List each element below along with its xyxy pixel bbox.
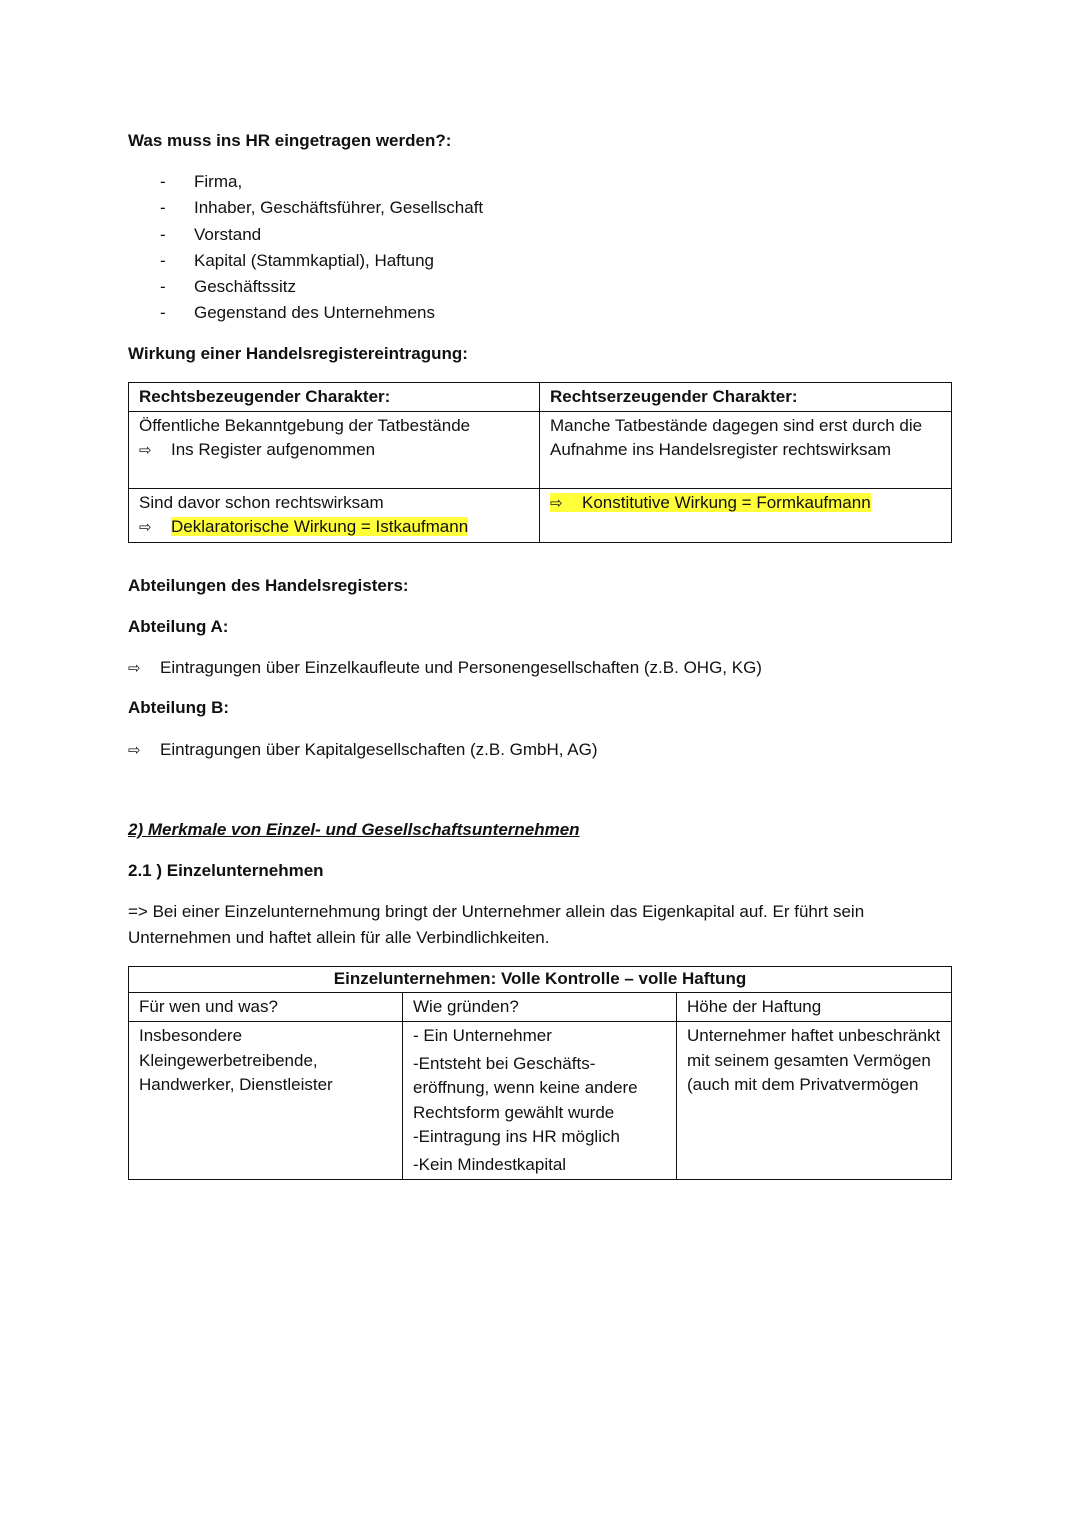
- list-item: - Geschäftssitz: [160, 277, 297, 297]
- arrow-right-icon: ⇨: [128, 742, 141, 759]
- abteilungen-heading: Abteilungen des Handelsregisters:: [128, 576, 409, 595]
- einzel-table: [128, 966, 952, 1180]
- wirkung-table: [128, 382, 952, 543]
- col-header: Wie gründen?: [403, 992, 677, 1022]
- list-item: - Firma,: [160, 172, 243, 191]
- highlighted-arrow: ⇨ Konstitutive Wirkung = Formkaufmann: [550, 493, 871, 512]
- hr-list: [128, 169, 483, 327]
- subsection-title: 2.1 ) Einzelunternehmen: [128, 861, 324, 880]
- abteilung-b-text: ⇨ Eintragungen über Kapitalgesellschaften (z.B. GmbH, AG): [128, 737, 598, 764]
- einzel-table-wrap: [128, 966, 952, 1180]
- right-cell-1: Manche Tatbestände dagegen sind erst durch die Aufnahme ins Handelsregister rechtswirksam: [540, 412, 952, 489]
- highlighted-text: Deklaratorische Wirkung = Istkaufmann: [171, 517, 469, 536]
- col-header: Höhe der Haftung: [677, 992, 952, 1022]
- table-title: Einzelunternehmen: Volle Kontrolle – volle Haftung: [129, 967, 952, 993]
- list-item: - Inhaber, Geschäftsführer, Gesellschaft: [160, 198, 484, 218]
- arrow-right-icon: ⇨: [550, 495, 563, 512]
- list-item: - Kapital (Stammkaptial), Haftung: [160, 250, 434, 270]
- wirkung-heading: Wirkung einer Handelsregistereintragung:: [128, 344, 468, 363]
- abteilung-b-heading: Abteilung B:: [128, 698, 230, 717]
- intro-text: => Bei einer Einzelunternehmung bringt der Unternehmer allein das Eigenkapital auf. Er führt sein Unternehmen und haftet allein für alle Verbindlichkeiten.: [128, 902, 865, 947]
- list-item: - Gegenstand des Unternehmens: [160, 303, 435, 323]
- hr-heading: Was muss ins HR eingetragen werden?:: [128, 131, 452, 150]
- list-item: - Vorstand: [160, 224, 262, 244]
- wirkung-table-wrap: [128, 382, 952, 543]
- arrow-right-icon: ⇨: [128, 660, 141, 677]
- section-title: 2) Merkmale von Einzel- und Gesellschaftsunternehmen: [128, 820, 580, 839]
- abteilung-a-heading: Abteilung A:: [128, 617, 229, 636]
- arrow-right-icon: ⇨: [139, 519, 152, 536]
- right-header: Rechtserzeugender Charakter:: [540, 383, 952, 412]
- col-header: Für wen und was?: [129, 992, 403, 1022]
- right-cell-2: [540, 489, 952, 543]
- left-cell-2: Sind davor schon rechtswirksam ⇨ Deklaratorische Wirkung = Istkaufmann: [129, 489, 540, 543]
- table-cell: Unternehmer haftet unbeschränkt mit seinem gesamten Vermögen (auch mit dem Privatvermögen: [677, 1022, 952, 1180]
- abteilung-a-text: ⇨ Eintragungen über Einzelkaufleute und Personengesellschaften (z.B. OHG, KG): [128, 655, 762, 682]
- arrow-right-icon: ⇨: [139, 442, 152, 459]
- left-header: Rechtsbezeugender Charakter:: [129, 383, 540, 412]
- left-cell-1: Öffentliche Bekanntgebung der Tatbestände ⇨ Ins Register aufgenommen: [129, 412, 540, 489]
- table-cell: Insbesondere Kleingewerbetreibende, Handwerker, Dienstleister: [129, 1022, 403, 1180]
- table-cell: - Ein Unternehmer -Entsteht bei Geschäfts-eröffnung, wenn keine andere Rechtsform gewählt wurde -Eintragung ins HR möglich -Kein Mindestkapital: [403, 1022, 677, 1180]
